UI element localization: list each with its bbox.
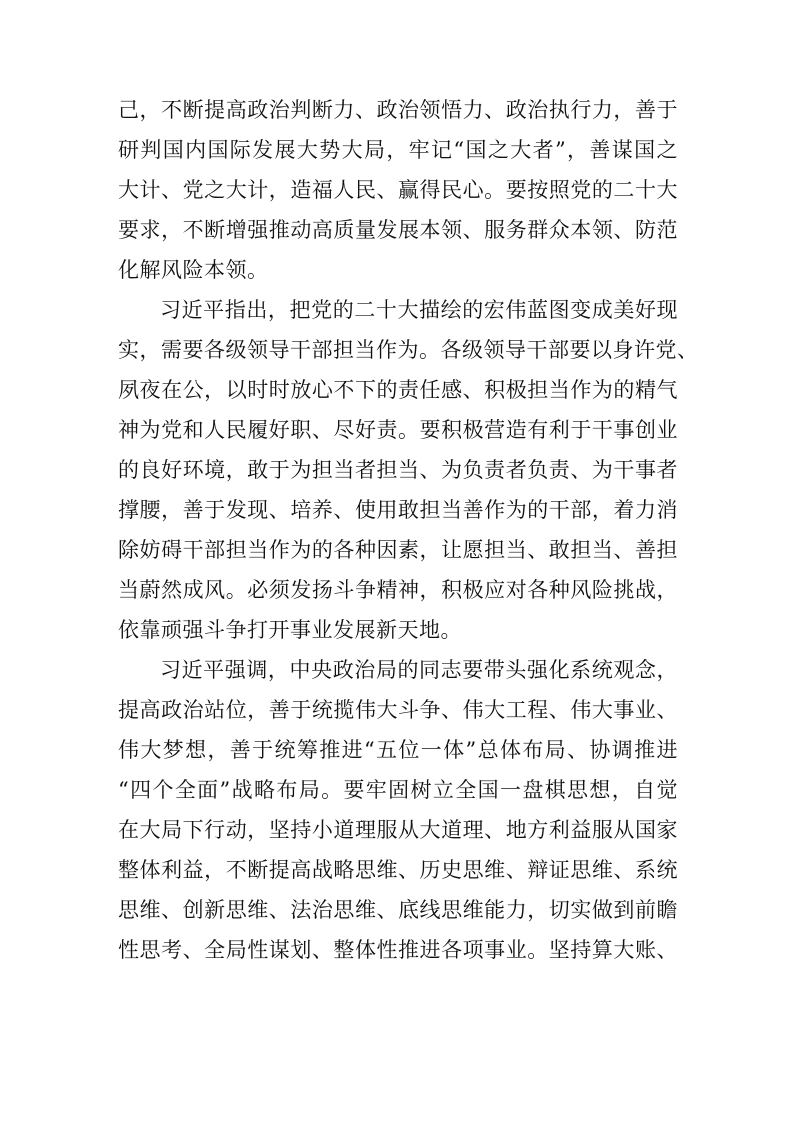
text-line: 性思考、全局性谋划、整体性推进各项事业。坚持算大账、 (118, 938, 678, 962)
text-line: 提高政治站位，善于统揽伟大斗争、伟大工程、伟大事业、 (118, 698, 678, 722)
text-line: 夙夜在公，以时时放心不下的责任感、积极担当作为的精气 (118, 378, 678, 402)
text-line: 依靠顽强斗争打开事业发展新天地。 (118, 618, 462, 642)
text-line: 要求，不断增强推动高质量发展本领、服务群众本领、防范 (118, 218, 678, 242)
text-line: 化解风险本领。 (118, 258, 269, 282)
text-line: 整体利益，不断提高战略思维、历史思维、辩证思维、系统 (118, 858, 678, 882)
text-line: 当蔚然成风。必须发扬斗争精神，积极应对各种风险挑战， (118, 578, 678, 602)
text-line: 除妨碍干部担当作为的各种因素，让愿担当、敢担当、善担 (118, 538, 678, 562)
paragraph-first-line: 习近平强调，中央政治局的同志要带头强化系统观念， (160, 658, 678, 682)
text-line: 思维、创新思维、法治思维、底线思维能力，切实做到前瞻 (118, 898, 678, 922)
text-line: 在大局下行动，坚持小道理服从大道理、地方利益服从国家 (118, 818, 678, 842)
text-line: 己，不断提高政治判断力、政治领悟力、政治执行力，善于 (118, 98, 678, 122)
text-line: 大计、党之大计，造福人民、赢得民心。要按照党的二十大 (118, 178, 678, 202)
text-line: 神为党和人民履好职、尽好责。要积极营造有利于干事创业 (118, 418, 678, 442)
text-line: 撑腰，善于发现、培养、使用敢担当善作为的干部，着力消 (118, 498, 678, 522)
paragraph-first-line: 习近平指出，把党的二十大描绘的宏伟蓝图变成美好现 (160, 298, 678, 322)
text-line: 的良好环境，敢于为担当者担当、为负责者负责、为干事者 (118, 458, 678, 482)
text-line: 研判国内国际发展大势大局，牢记“国之大者”，善谋国之 (118, 138, 678, 162)
text-line: “四个全面”战略布局。要牢固树立全国一盘棋思想，自觉 (118, 778, 678, 802)
text-line: 伟大梦想，善于统筹推进“五位一体”总体布局、协调推进 (118, 738, 678, 762)
text-line: 实，需要各级领导干部担当作为。各级领导干部要以身许党、 (118, 338, 699, 362)
